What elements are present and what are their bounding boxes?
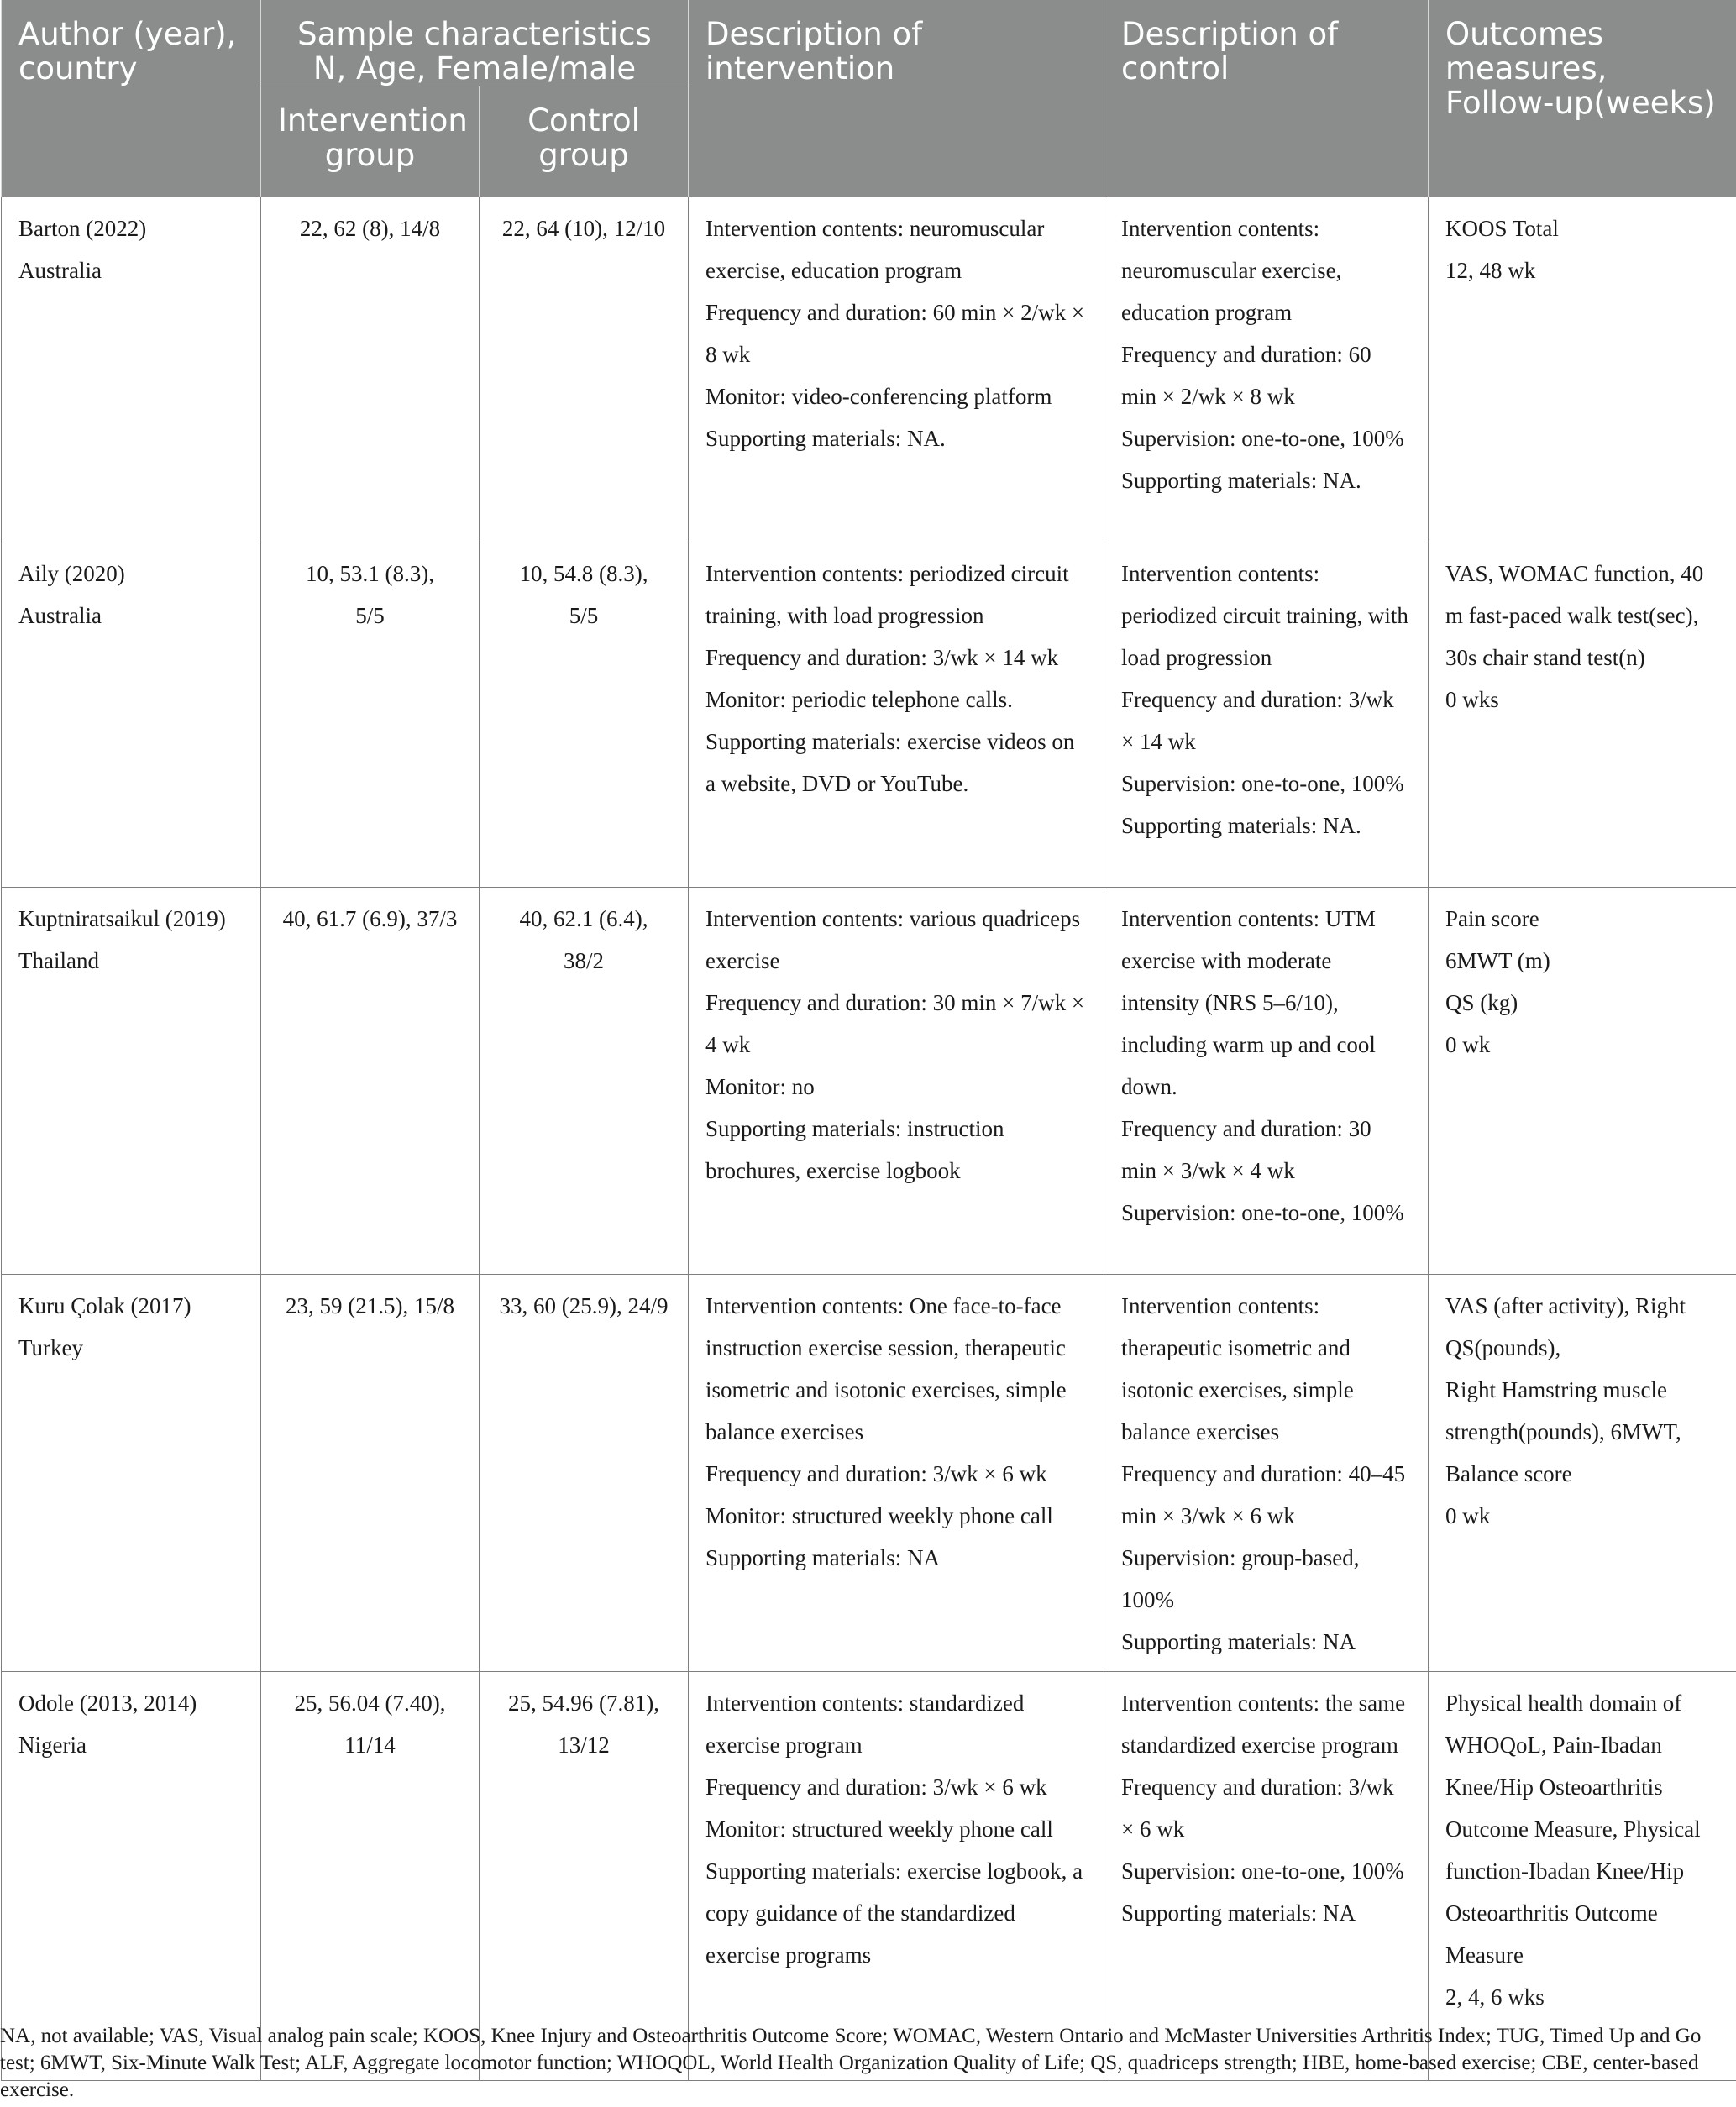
cell-line: Supporting materials: NA: [705, 1545, 940, 1570]
cell-line: Physical health domain of WHOQoL, Pain-Ibadan Knee/Hip Osteoarthritis Outcome Measure, Physical function-Ibadan Knee/Hip Osteoarthritis Outcome Measure: [1445, 1690, 1701, 1968]
cell-control-group: [480, 1275, 689, 1672]
cell-line: 13/12: [558, 1732, 610, 1758]
cell-control-description: [1104, 197, 1429, 542]
cell-line: VAS (after activity), Right QS(pounds),: [1445, 1293, 1686, 1360]
cell-outcomes: [1429, 1275, 1736, 1672]
cell-control-description: [1104, 888, 1429, 1275]
cell-line: 2, 4, 6 wks: [1445, 1984, 1545, 2010]
cell-line: 40, 62.1 (6.4),: [519, 906, 648, 931]
cell-control-description: [1104, 1275, 1429, 1672]
cell-line: 23, 59 (21.5), 15/8: [286, 1293, 454, 1318]
cell-line: Intervention contents: neuromuscular exercise, education program: [1121, 216, 1342, 325]
study-characteristics-table: [1, 0, 1736, 2081]
cell-line: Right Hamstring muscle strength(pounds), 6MWT, Balance score: [1445, 1377, 1681, 1486]
cell-line: Frequency and duration: 3/wk × 6 wk: [705, 1774, 1047, 1800]
cell-author: [2, 542, 261, 888]
cell-author: [2, 1275, 261, 1672]
cell-line: 10, 54.8 (8.3),: [519, 561, 648, 586]
table-row: [2, 888, 1736, 1275]
table-body: [2, 197, 1736, 2081]
cell-line: 0 wks: [1445, 687, 1499, 712]
cell-outcomes: [1429, 542, 1736, 888]
cell-line: 6MWT (m): [1445, 948, 1550, 973]
cell-control-group: [480, 542, 689, 888]
cell-line: Monitor: video-conferencing platform: [705, 384, 1052, 409]
cell-line: Intervention contents: UTM exercise with moderate intensity (NRS 5–6/10), including warm up and cool down.: [1121, 906, 1376, 1099]
cell-line: Supervision: group-based, 100%: [1121, 1545, 1360, 1612]
table-footnote: NA, not available; VAS, Visual analog pain scale; KOOS, Knee Injury and Osteoarthritis Outcome Score; WOMAC, Western Ontario and McMaster Universities Arthritis Index; TUG, Timed Up and Go test; 6MWT, Six-Minute Walk Test; ALF, Aggregate locomotor function; WHOQOL, World Health Organization Quality of Life; QS, quadriceps strength; HBE, home-based exercise; CBE, center-based exercise.: [0, 2025, 1702, 2101]
cell-line: 5/5: [569, 603, 599, 628]
cell-line: Aily (2020): [18, 561, 125, 586]
cell-line: Supporting materials: NA: [1121, 1900, 1356, 1926]
cell-line: KOOS Total: [1445, 216, 1559, 241]
cell-line: 33, 60 (25.9), 24/9: [499, 1293, 669, 1318]
cell-line: Supervision: one-to-one, 100%: [1121, 1200, 1404, 1225]
cell-line: Frequency and duration: 30 min × 3/wk × 4 wk: [1121, 1116, 1371, 1183]
cell-line: Thailand: [18, 948, 99, 973]
cell-line: Frequency and duration: 60 min × 2/wk × 8 wk: [705, 300, 1085, 367]
cell-line: Australia: [18, 258, 102, 283]
cell-line: Monitor: structured weekly phone call: [705, 1503, 1053, 1528]
cell-line: Frequency and duration: 30 min × 7/wk × 4 wk: [705, 990, 1085, 1057]
cell-intervention-group: [261, 542, 480, 888]
cell-line: 10, 53.1 (8.3),: [306, 561, 434, 586]
cell-line: Frequency and duration: 3/wk × 14 wk: [705, 645, 1059, 670]
cell-intervention-group: [261, 888, 480, 1275]
cell-line: 22, 62 (8), 14/8: [299, 216, 441, 241]
cell-line: Intervention contents: One face-to-face instruction exercise session, therapeutic isometric and isotonic exercises, simple balance exercises: [705, 1293, 1067, 1444]
header-description-intervention: Description of intervention: [689, 0, 1104, 197]
cell-line: Odole (2013, 2014): [18, 1690, 197, 1716]
table-row: [2, 197, 1736, 542]
table-row: [2, 1672, 1736, 2081]
cell-line: Monitor: structured weekly phone call: [705, 1816, 1053, 1842]
cell-line: Frequency and duration: 3/wk × 6 wk: [1121, 1774, 1394, 1842]
cell-author: [2, 197, 261, 542]
cell-control-group: [480, 197, 689, 542]
cell-outcomes: [1429, 197, 1736, 542]
cell-line: 0 wk: [1445, 1503, 1491, 1528]
cell-line: 11/14: [344, 1732, 396, 1758]
cell-line: 38/2: [563, 948, 604, 973]
table-row: [2, 542, 1736, 888]
header-author: Author (year), country: [2, 0, 261, 197]
header-description-control: Description of control: [1104, 0, 1429, 197]
cell-control-group: [480, 1672, 689, 2081]
cell-line: Turkey: [18, 1335, 84, 1360]
header-outcomes: Outcomes measures, Follow-up(weeks): [1429, 0, 1736, 197]
cell-line: Supervision: one-to-one, 100%: [1121, 426, 1404, 451]
cell-line: Intervention contents: periodized circuit training, with load progression: [705, 561, 1069, 628]
cell-intervention-group: [261, 1275, 480, 1672]
cell-line: Intervention contents: various quadriceps exercise: [705, 906, 1081, 973]
header-sample-characteristics: Sample characteristics N, Age, Female/male: [261, 0, 689, 86]
cell-line: 25, 54.96 (7.81),: [508, 1690, 659, 1716]
cell-control-description: [1104, 1672, 1429, 2081]
cell-line: Supporting materials: NA.: [1121, 468, 1361, 493]
cell-line: Intervention contents: therapeutic isometric and isotonic exercises, simple balance exercises: [1121, 1293, 1354, 1444]
cell-line: Monitor: periodic telephone calls.: [705, 687, 1013, 712]
cell-line: Barton (2022): [18, 216, 147, 241]
header-intervention-group: Intervention group: [261, 86, 480, 197]
cell-line: Nigeria: [18, 1732, 87, 1758]
cell-line: Frequency and duration: 60 min × 2/wk × 8 wk: [1121, 342, 1371, 409]
cell-line: Supervision: one-to-one, 100%: [1121, 1858, 1404, 1884]
cell-line: Intervention contents: the same standardized exercise program: [1121, 1690, 1406, 1758]
cell-line: Pain score: [1445, 906, 1539, 931]
cell-author: [2, 888, 261, 1275]
cell-line: Australia: [18, 603, 102, 628]
cell-line: Supporting materials: exercise videos on a website, DVD or YouTube.: [705, 729, 1075, 796]
cell-line: Frequency and duration: 40–45 min × 3/wk × 6 wk: [1121, 1461, 1406, 1528]
cell-intervention-description: [689, 1672, 1104, 2081]
cell-outcomes: [1429, 1672, 1736, 2081]
cell-line: 5/5: [355, 603, 385, 628]
header-control-group: Control group: [480, 86, 689, 197]
table-header: [2, 0, 1736, 197]
cell-line: 0 wk: [1445, 1032, 1491, 1057]
cell-control-group: [480, 888, 689, 1275]
cell-line: Supporting materials: NA.: [1121, 813, 1361, 838]
cell-line: Monitor: no: [705, 1074, 815, 1099]
cell-line: Supporting materials: NA.: [705, 426, 946, 451]
cell-intervention-group: [261, 197, 480, 542]
cell-line: Intervention contents: neuromuscular exercise, education program: [705, 216, 1045, 283]
cell-line: Kuru Çolak (2017): [18, 1293, 191, 1318]
cell-line: Intervention contents: standardized exercise program: [705, 1690, 1025, 1758]
cell-line: Kuptniratsaikul (2019): [18, 906, 226, 931]
cell-intervention-description: [689, 888, 1104, 1275]
cell-line: Supporting materials: exercise logbook, a copy guidance of the standardized exercise programs: [705, 1858, 1083, 1968]
cell-line: 40, 61.7 (6.9), 37/3: [282, 906, 458, 931]
cell-intervention-description: [689, 197, 1104, 542]
cell-line: Supporting materials: instruction brochures, exercise logbook: [705, 1116, 1004, 1183]
cell-outcomes: [1429, 888, 1736, 1275]
cell-line: Supporting materials: NA: [1121, 1629, 1356, 1654]
cell-intervention-description: [689, 1275, 1104, 1672]
cell-line: 25, 56.04 (7.40),: [294, 1690, 446, 1716]
table-row: [2, 1275, 1736, 1672]
cell-intervention-description: [689, 542, 1104, 888]
cell-line: Supervision: one-to-one, 100%: [1121, 771, 1404, 796]
cell-line: Frequency and duration: 3/wk × 6 wk: [705, 1461, 1047, 1486]
cell-line: 22, 64 (10), 12/10: [501, 216, 666, 241]
cell-line: QS (kg): [1445, 990, 1518, 1015]
cell-line: VAS, WOMAC function, 40 m fast-paced walk test(sec), 30s chair stand test(n): [1445, 561, 1704, 670]
cell-control-description: [1104, 542, 1429, 888]
cell-author: [2, 1672, 261, 2081]
cell-line: Frequency and duration: 3/wk × 14 wk: [1121, 687, 1394, 754]
cell-line: 12, 48 wk: [1445, 258, 1536, 283]
cell-intervention-group: [261, 1672, 480, 2081]
cell-line: Intervention contents: periodized circuit training, with load progression: [1121, 561, 1408, 670]
